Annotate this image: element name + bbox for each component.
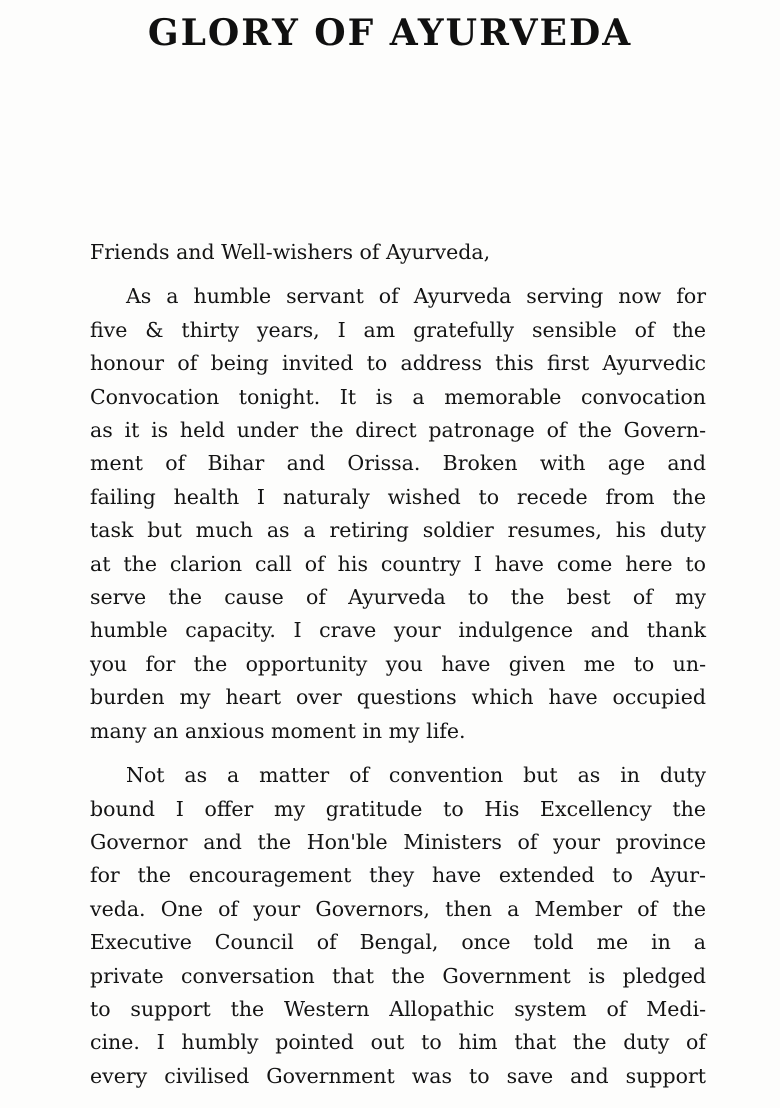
text-line: ment of Bihar and Orissa. Broken with age and [90, 451, 706, 476]
text-line: Not as a matter of convention but as in duty [126, 763, 706, 788]
text-line: cine. I humbly pointed out to him that the duty of [90, 1030, 706, 1055]
text-line: private conversation that the Government is pledged [90, 963, 706, 988]
text-line: you for the opportunity you have given me to un- [90, 651, 706, 676]
text-line: failing health I naturaly wished to recede from the [90, 484, 706, 509]
text-line: veda. One of your Governors, then a Member of the [90, 896, 706, 921]
salutation-line: Friends and Well-wishers of Ayurveda, [90, 240, 491, 264]
text-line: serve the cause of Ayurveda to the best of my [90, 585, 706, 610]
paragraph-1 [90, 280, 706, 748]
text-line: humble capacity. I crave your indulgence and thank [90, 618, 706, 643]
text-line: at the clarion call of his country I have come here to [90, 551, 706, 576]
text-line: as it is held under the direct patronage of the Govern- [90, 418, 706, 443]
page-title: GLORY OF AYURVEDA [147, 12, 633, 54]
text-line: for the encouragement they have extended to Ayur- [90, 863, 706, 888]
text-line: task but much as a retiring soldier resumes, his duty [90, 518, 706, 543]
text-line: Executive Council of Bengal, once told me in a [90, 930, 706, 955]
text-line: every civilised Government was to save and support [90, 1063, 706, 1088]
text-line: Governor and the Hon'ble Ministers of your province [90, 829, 706, 854]
text-line: bound I offer my gratitude to His Excellency the [90, 796, 706, 821]
text-line: honour of being invited to address this first Ayurvedic [90, 351, 706, 376]
text-line: Convocation tonight. It is a memorable convocation [90, 384, 706, 409]
text-line: to support the Western Allopathic system of Medi- [90, 996, 706, 1021]
text-line: many an anxious moment in my life. [90, 718, 466, 743]
body-text [90, 236, 706, 1093]
text-line: burden my heart over questions which have occupied [90, 685, 706, 710]
text-line: five & thirty years, I am gratefully sensible of the [90, 317, 706, 342]
text-line: As a humble servant of Ayurveda serving now for [126, 284, 706, 309]
paragraph-2 [90, 759, 706, 1093]
